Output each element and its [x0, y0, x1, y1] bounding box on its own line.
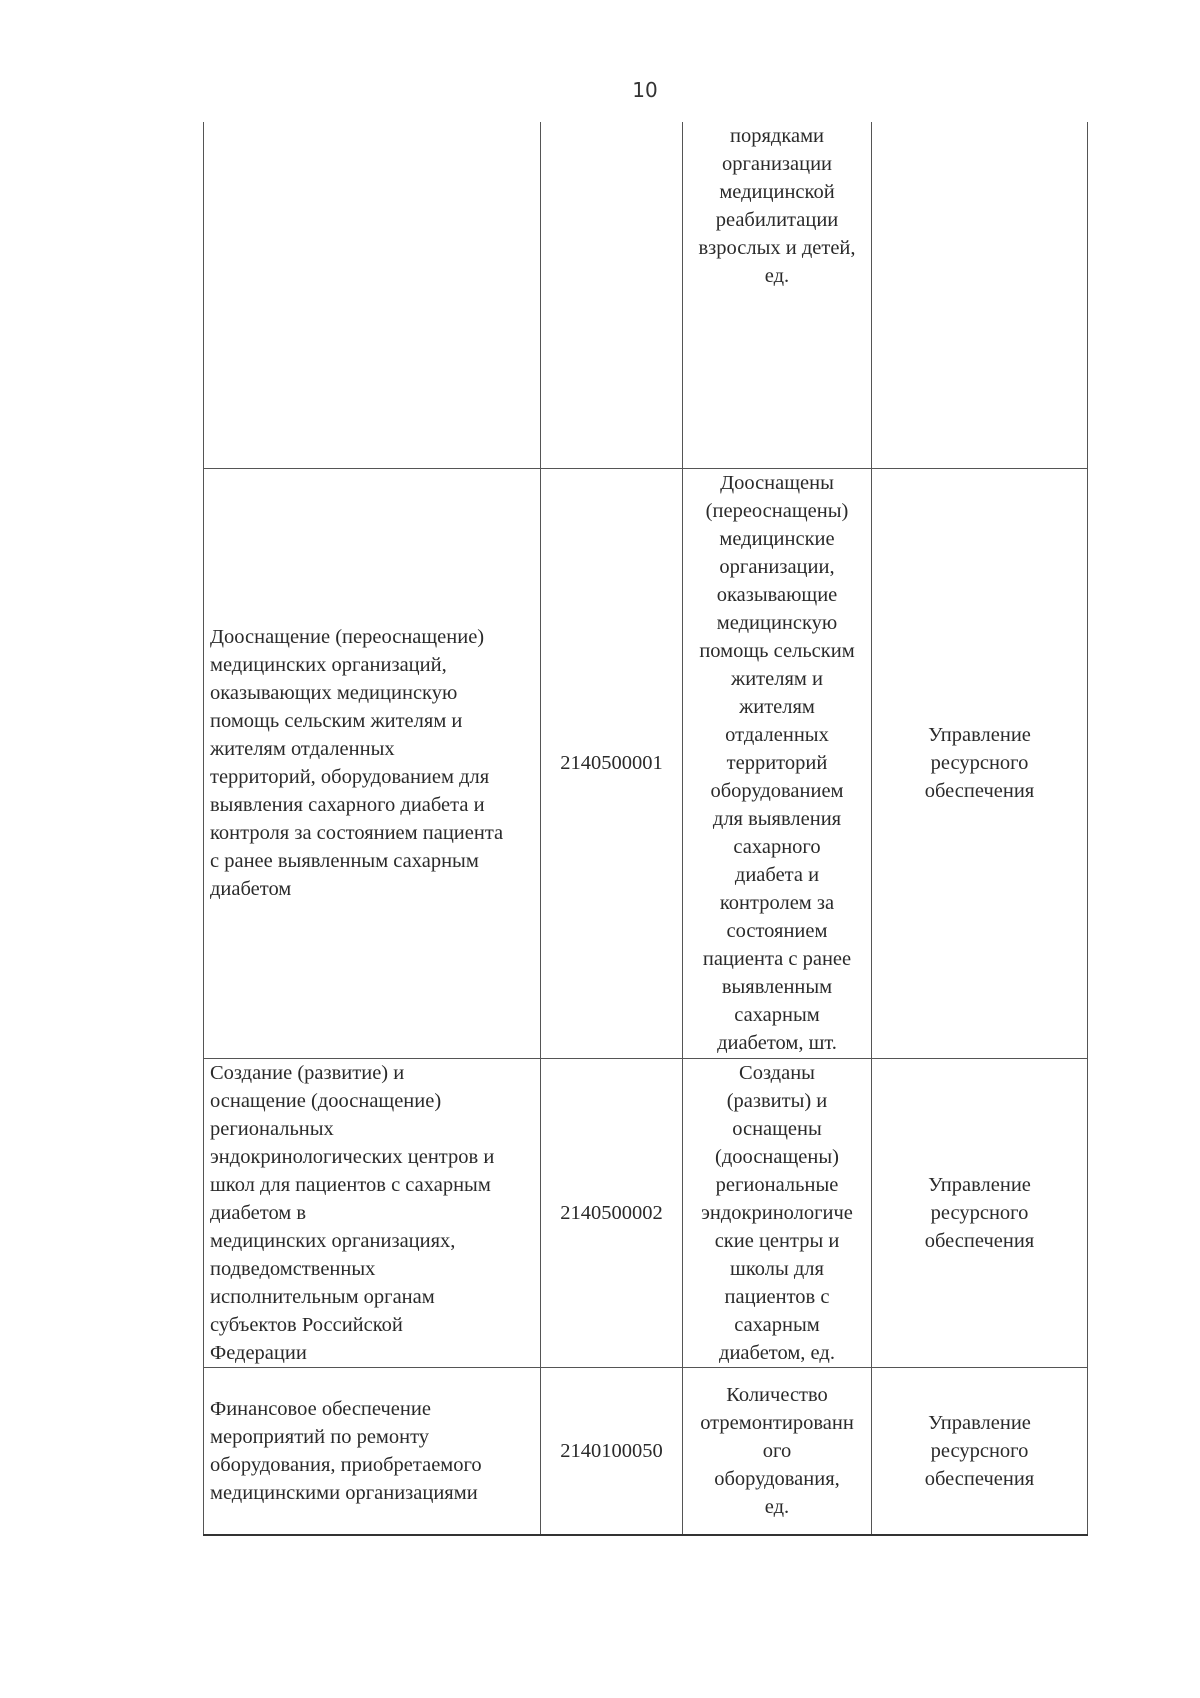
measure-name-cell: Дооснащение (переоснащение) медицинских организаций, оказывающих медицинскую помощь сельским жителям и жителям отдаленных территорий, оборудованием для выявления сахарного диабета и контроля за состоянием пациента с ранее выявленным сахарным диабетом	[204, 468, 541, 1058]
measure-responsible-cell: Управление ресурсного обеспечения	[872, 1058, 1088, 1367]
measure-responsible-cell: Управление ресурсного обеспечения	[872, 1367, 1088, 1535]
table-row	[204, 468, 1088, 1058]
measure-name-cell: Финансовое обеспечение мероприятий по ремонту оборудования, приобретаемого медицинскими организациями	[204, 1367, 541, 1535]
measure-code-cell: 2140500001	[541, 468, 683, 1058]
measure-code-cell: 2140500002	[541, 1058, 683, 1367]
measure-responsible-cell	[872, 122, 1088, 468]
page-number: 10	[632, 78, 658, 102]
measure-name-cell: Создание (развитие) и оснащение (дооснащение) региональных эндокринологических центров и школ для пациентов с сахарным диабетом в медицинских организациях, подведомственных исполнительным органам субъектов Российской Федерации	[204, 1058, 541, 1367]
measure-name-cell	[204, 122, 541, 468]
measure-code-cell: 2140100050	[541, 1367, 683, 1535]
measure-result-cell: Дооснащены (переоснащены) медицинские организации, оказывающие медицинскую помощь сельским жителям и жителям отдаленных территорий оборудованием для выявления сахарного диабета и контролем за состоянием пациента с ранее выявленным сахарным диабетом, шт.	[683, 468, 872, 1058]
measure-responsible-cell: Управление ресурсного обеспечения	[872, 468, 1088, 1058]
measures-table	[203, 122, 1088, 1536]
table-row	[204, 122, 1088, 468]
measure-code-cell	[541, 122, 683, 468]
table-row	[204, 1367, 1088, 1535]
measure-result-cell: порядками организации медицинской реабилитации взрослых и детей, ед.	[683, 122, 872, 468]
measure-result-cell: Созданы (развиты) и оснащены (дооснащены) региональные эндокринологиче ские центры и школы для пациентов с сахарным диабетом, ед.	[683, 1058, 872, 1367]
measure-result-cell: Количество отремонтированн ого оборудования, ед.	[683, 1367, 872, 1535]
table-row	[204, 1058, 1088, 1367]
